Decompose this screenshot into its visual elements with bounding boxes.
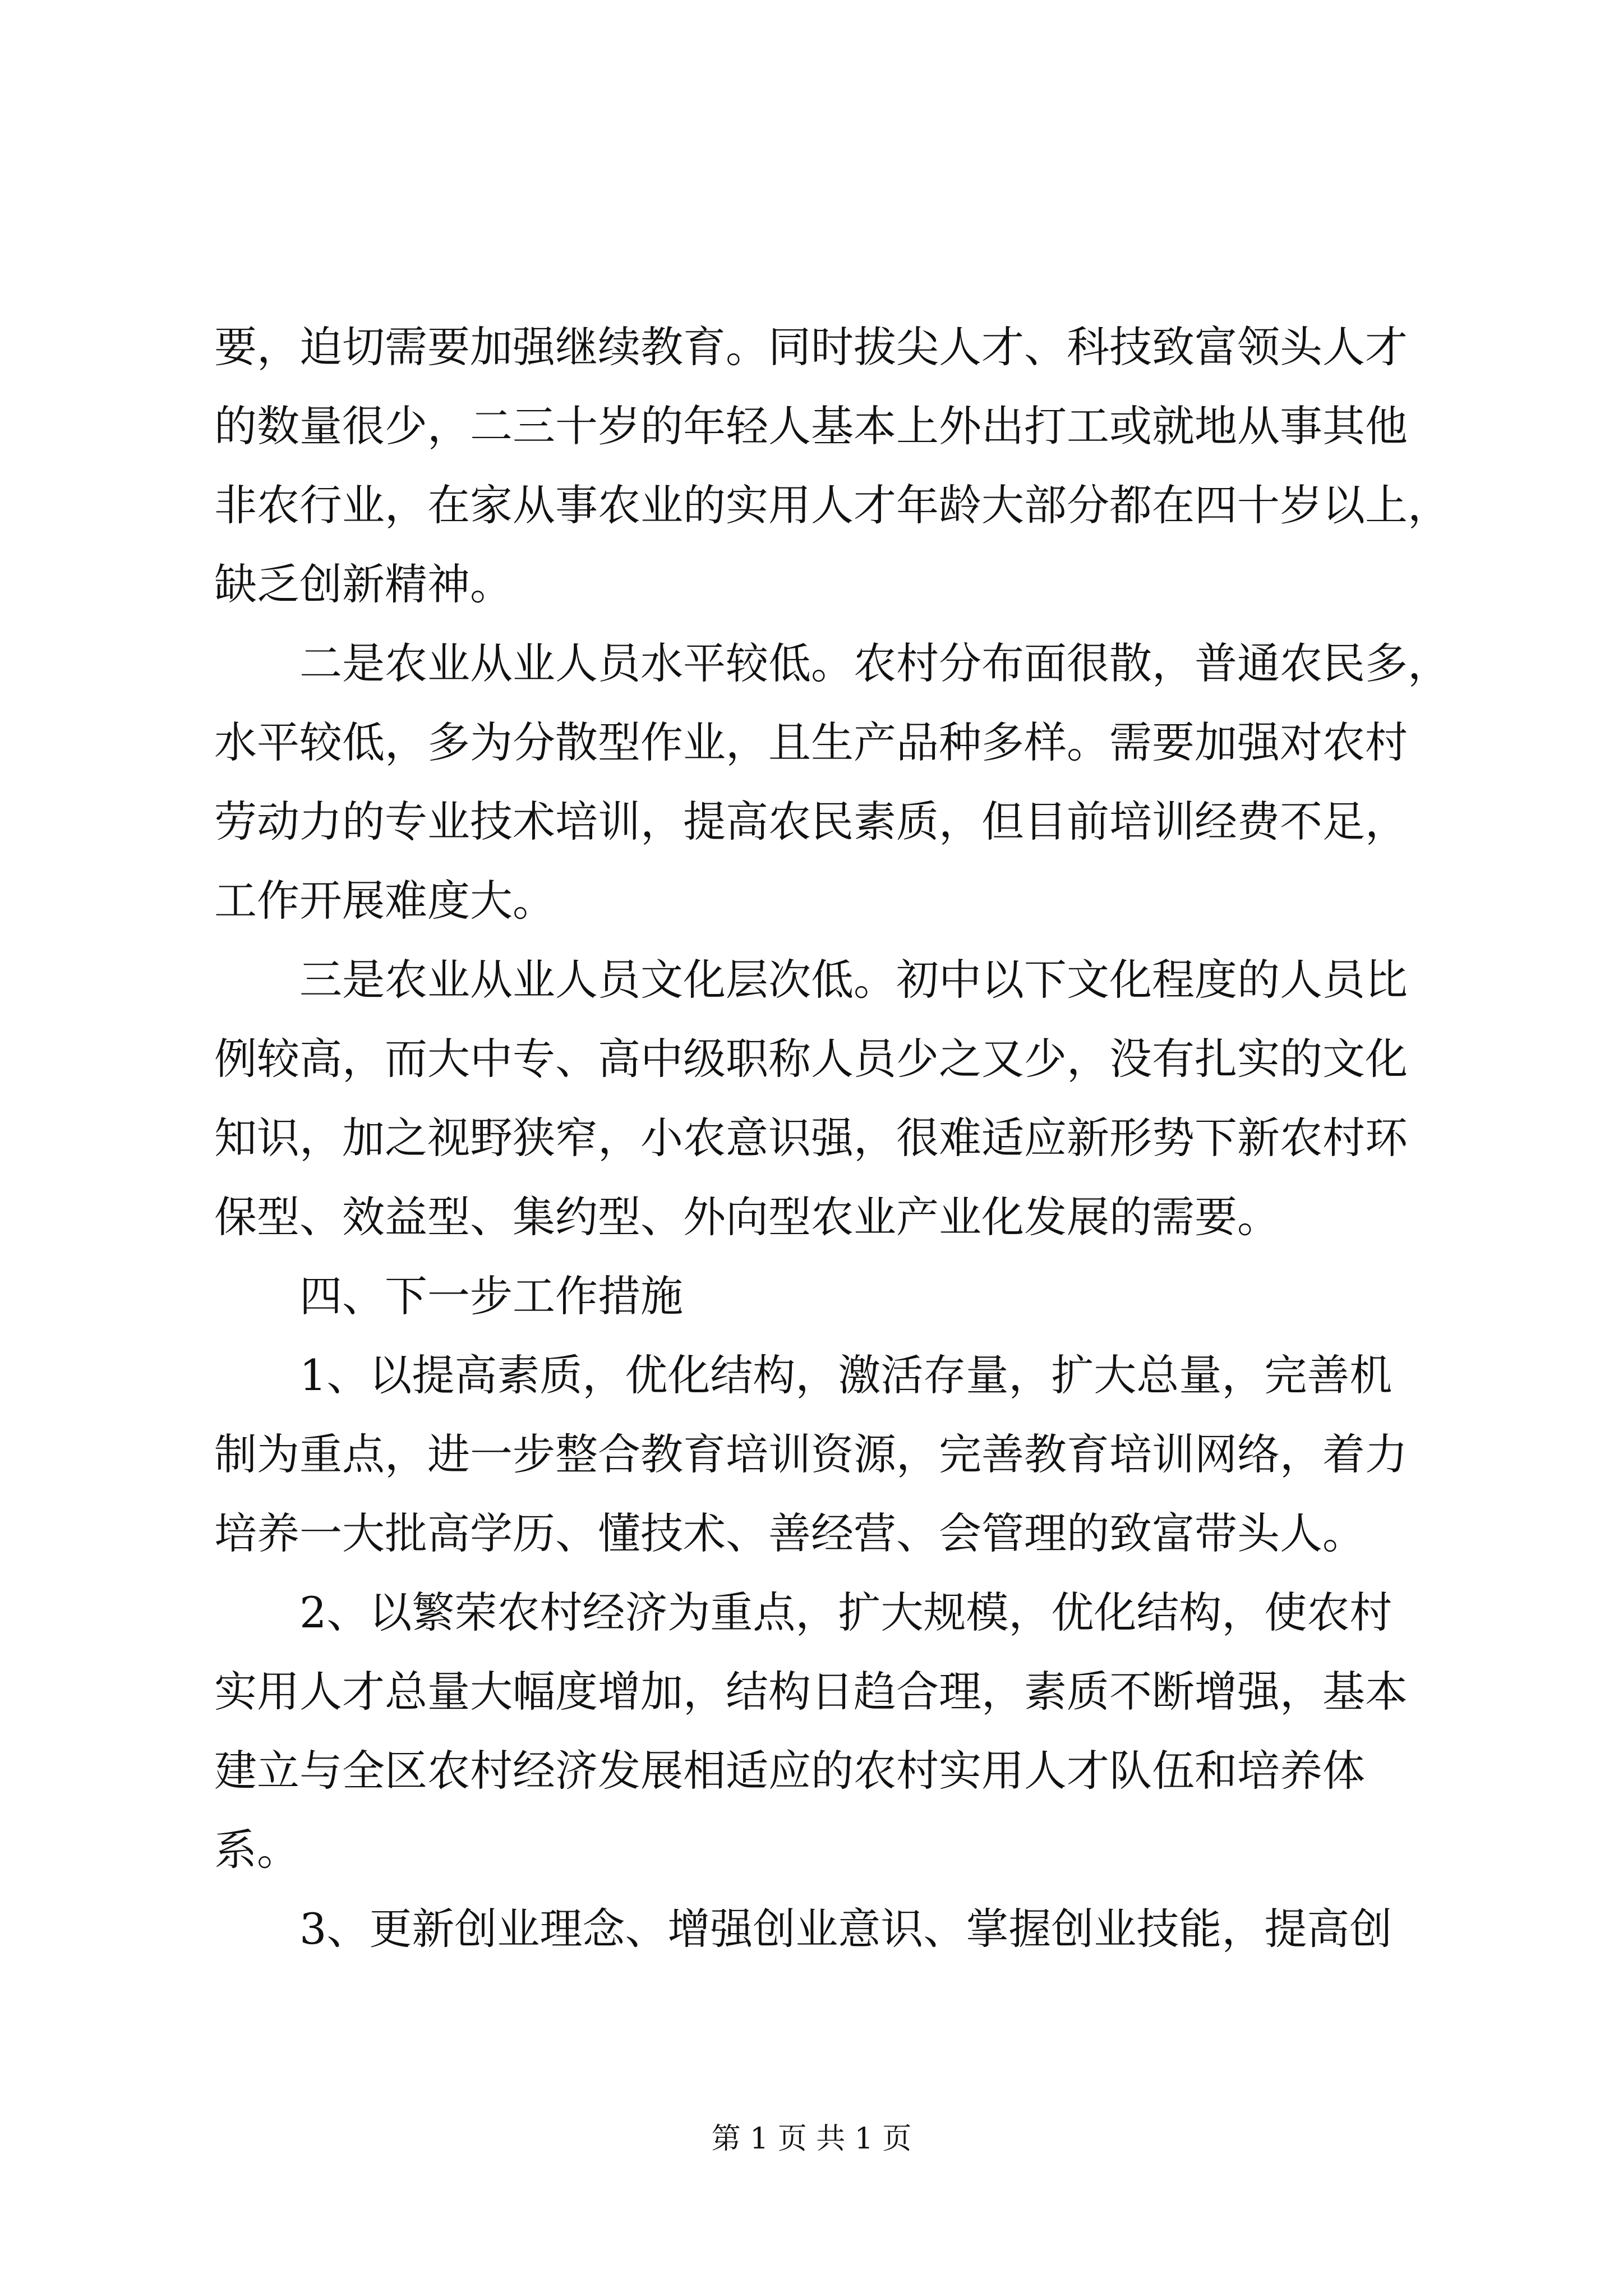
text-line: 系。 <box>214 1825 299 1875</box>
text-line: 制为重点，进一步整合教育培训资源，完善教育培训网络，着力 <box>214 1429 1408 1479</box>
section-heading: 四、下一步工作措施 <box>299 1271 683 1321</box>
text-line: 的数量很少，二三十岁的年轻人基本上外出打工或就地从事其他 <box>214 401 1408 451</box>
text-line: 三是农业从业人员文化层次低。初中以下文化程度的人员比 <box>299 955 1408 1005</box>
text-line: 工作开展难度大。 <box>214 876 555 926</box>
text-line: 保型、效益型、集约型、外向型农业产业化发展的需要。 <box>214 1192 1280 1242</box>
text-line: 2、以繁荣农村经济为重点，扩大规模，优化结构，使农村 <box>299 1588 1393 1637</box>
text-line: 3、更新创业理念、增强创业意识、掌握创业技能，提高创 <box>299 1904 1393 1954</box>
document-body <box>214 307 1470 1968</box>
text-line: 水平较低，多为分散型作业，且生产品种多样。需要加强对农村 <box>214 717 1408 767</box>
text-line: 实用人才总量大幅度增加，结构日趋合理，素质不断增强，基本 <box>214 1667 1408 1717</box>
page-footer: 第 1 页 共 1 页 <box>711 2122 912 2156</box>
text-line: 1、以提高素质，优化结构，激活存量，扩大总量，完善机 <box>299 1350 1393 1400</box>
text-line: 非农行业，在家从事农业的实用人才年龄大部分都在四十岁以上， <box>214 480 1450 530</box>
text-line: 建立与全区农村经济发展相适应的农村实用人才队伍和培养体 <box>214 1746 1365 1796</box>
text-line: 要，迫切需要加强继续教育。同时拔尖人才、科技致富领头人才 <box>214 322 1408 372</box>
text-line: 二是农业从业人员水平较低。农村分布面很散，普通农民多， <box>299 638 1450 688</box>
text-line: 知识，加之视野狭窄，小农意识强，很难适应新形势下新农村环 <box>214 1113 1408 1163</box>
text-line: 培养一大批高学历、懂技术、善经营、会管理的致富带头人。 <box>214 1508 1365 1558</box>
text-line: 缺乏创新精神。 <box>214 559 513 609</box>
text-line: 例较高，而大中专、高中级职称人员少之又少，没有扎实的文化 <box>214 1034 1408 1084</box>
text-line: 劳动力的专业技术培训，提高农民素质，但目前培训经费不足， <box>214 797 1408 846</box>
